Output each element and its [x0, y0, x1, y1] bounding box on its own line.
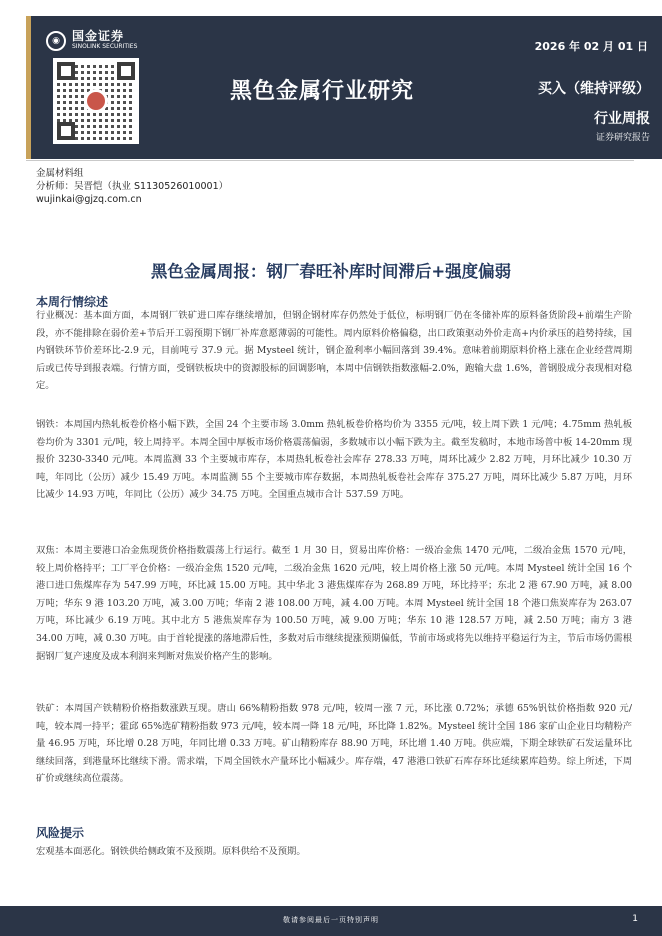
paragraph-coke: 双焦：本周主要港口冶金焦现货价格指数震荡上行运行。截至 1 月 30 日，贸易出库价格：一级冶金焦 1470 元/吨，二级冶金焦 1570 元/吨，较上周价格持平；工厂平仓价格：一级冶金焦 1520 元/吨，二级冶金焦 1620 元/吨，较上周价格上涨 50 元/吨。本周 Mysteel 统计全国 16 个港口进口焦煤库存为 547.99 万吨，环比减 15.00 万吨。其中华北 3 港焦煤库存为 268.89 万吨，环比持平；东北 2 港 67.90 万吨，减 8.00 万吨；华东 9 港 103.20 万吨，减 3.00 万吨；华南 2 港 108.00 万吨，减 4.00 万吨。本周 Mysteel 统计全国 18 个港口焦炭库存为 263.07 万吨，环比减少 6.19 万吨。其中北方 5 港焦炭库存为 100.50 万吨，减 9.00 万吨；华东 10 港 128.57 万吨，减 2.50 万吨；南方 3 港 34.00 万吨，减 0.30 万吨。由于首轮提涨的落地滞后性，多数对后市继续提涨预期偏低，节前市场或将先以维持平稳运行为主，节后市场仍需根据钢厂复产速度及成本利润来判断对焦炭价格产生的影响。 [36, 545, 632, 662]
page-footer [0, 906, 662, 936]
header-accent-bar [26, 16, 31, 159]
company-logo [46, 30, 137, 51]
section-title-risk: 风险提示 [36, 826, 85, 840]
qr-logo-icon [84, 89, 108, 113]
analyst-group: 金属材料组 [36, 168, 84, 179]
analyst-name: 分析师：吴晋恺（执业 S1130526010001） [36, 181, 229, 192]
page-number: 1 [632, 914, 638, 924]
paragraph-risk: 宏观基本面恶化。钢铁供给侧政策不及预期。原料供给不及预期。 [36, 846, 306, 857]
report-main-title: 黑色金属周报：钢厂春旺补库时间滞后+强度偏弱 [150, 262, 512, 281]
logo-name-cn: 国金证券 [72, 29, 125, 43]
logo-name-en: SINOLINK SECURITIES [72, 43, 138, 50]
logo-icon: ◉ [46, 31, 66, 51]
paragraph-overview: 行业概况：基本面方面，本周钢厂铁矿进口库存继续增加，但钢企钢材库存仍然处于低位，标明钢厂仍在冬储补库的原料备货阶段+前端生产阶段，亦不能排除在弱价差+节后开工弱预期下钢厂补库意愿薄弱的可能性。周内原料价格偏稳，出口政策驱动外价走高+内价承压的趋势持续，国内钢铁环节价差环比-2.9 元，目前吨亏 37.9 元。据 Mysteel 统计，钢企盈利率小幅回落到 39.4%。意味着前期原料价格上涨在企业经营周期后或已传导到报表端。行情方面，受钢铁板块中的资源股标的回调影响，本周中信钢铁指数涨幅-2.0%，跑输大盘 1.6%，普钢股成分表现相对稳定。 [36, 310, 632, 392]
paragraph-iron: 铁矿：本周国产铁精粉价格指数涨跌互现。唐山 66%精粉指数 978 元/吨，较周一涨 7 元，环比涨 0.72%；承德 65%钒钛价格指数 920 元/吨，较本周一持平；霍邱 65%选矿精粉指数 973 元/吨，较本周一降 18 元/吨，环比降 1.82%。Mysteel 统计全国 186 家矿山企业日均精粉产量 46.95 万吨，环比增 0.28 万吨，年同比增 0.33 万吨。矿山精粉库存 88.90 万吨，环比增 1.40 万吨。供应端，下期全球铁矿石发运量环比继续回落，到港量环比继续下滑。需求端，下周全国铁水产量环比小幅减少。库存端，47 港港口铁矿石库存环比延续累库趋势。综上所述，下周矿价或继续高位震荡。 [36, 703, 632, 785]
footer-disclaimer: 敬请参阅最后一页特别声明 [283, 916, 379, 924]
report-header-banner [26, 16, 662, 159]
analyst-email: wujinkai@gjzq.com.cn [36, 194, 142, 205]
report-type-label: 行业周报 [594, 111, 650, 127]
analyst-info [36, 167, 228, 206]
paragraph-steel: 钢铁：本周国内热轧板卷价格小幅下跌，全国 24 个主要市场 3.0mm 热轧板卷价格均价为 3355 元/吨，较上周下跌 1 元/吨；4.75mm 热轧板卷均价为 3301 元/吨，较上周持平。本周全国中厚板市场价格震荡偏弱，多数城市以小幅下跌为主。截至发稿时，本地市场普中板 14-20mm 现报价 3230-3340 元/吨。本周监测 33 个主要城市库存，本周热轧板卷社会库存 278.33 万吨，周环比减少 2.82 万吨，月环比减少 10.30 万吨，年同比（公历）减少 15.49 万吨。本周监测 55 个主要城市库存数据，本周热轧板卷社会库存 375.27 万吨，周环比减少 5.87 万吨，月环比减少 14.93 万吨，年同比（公历）减少 34.75 万吨。全国重点城市合计 537.59 万吨。 [36, 419, 632, 501]
rating-label: 买入（维持评级） [538, 81, 650, 97]
header-divider [26, 160, 634, 161]
section-title-market: 本周行情综述 [36, 295, 109, 309]
qr-code-icon [53, 58, 139, 144]
industry-title: 黑色金属行业研究 [230, 79, 415, 104]
report-subtype-label: 证券研究报告 [595, 133, 650, 143]
report-date: 2026 年 02 月 01 日 [534, 40, 648, 53]
